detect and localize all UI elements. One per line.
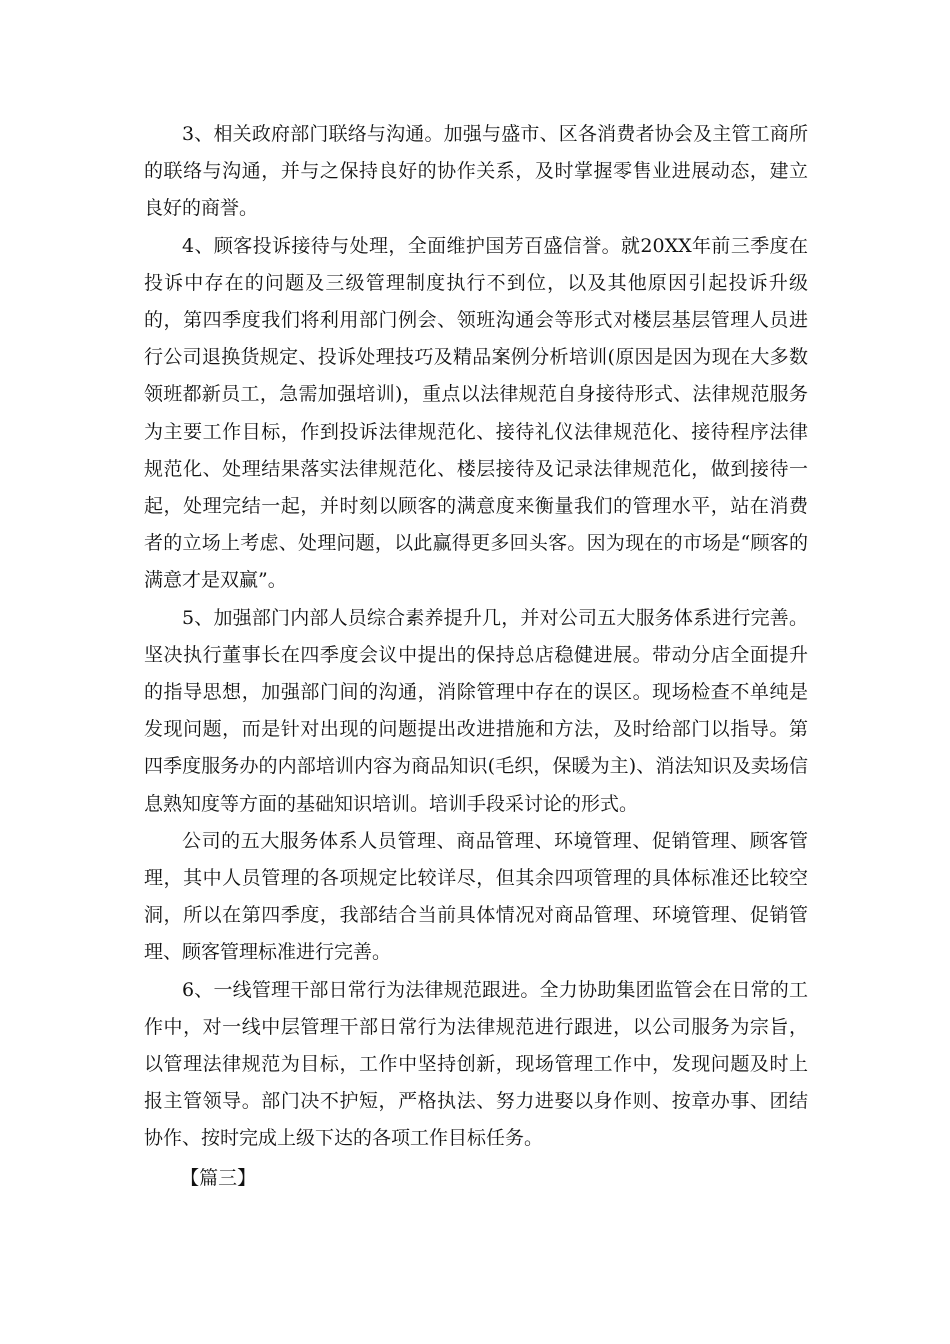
paragraph-complaint-handling: 4、顾客投诉接待与处理，全面维护国芳百盛信誉。就20XX年前三季度在投诉中存在的问题及三级管理制度执行不到位，以及其他原因引起投诉升级的，第四季度我们将利用部门例会、领班沟通会等形式对楼层基层管理人员进行公司退换货规定、投诉处理技巧及精品案例分析培训(原因是因为现在大多数领班都新员工，急需加强培训)，重点以法律规范自身接待形式、法律规范服务为主要工作目标，作到投诉法律规范化、接待礼仪法律规范化、接待程序法律规范化、处理结果落实法律规范化、楼层接待及记录法律规范化，做到接待一起，处理完结一起，并时刻以顾客的满意度来衡量我们的管理水平，站在消费者的立场上考虑、处理问题，以此赢得更多回头客。因为现在的市场是“顾客的满意才是双赢”。 — [144, 234, 808, 592]
paragraph-management-followup: 6、一线管理干部日常行为法律规范跟进。全力协助集团监管会在日常的工作中，对一线中层管理干部日常行为法律规范进行跟进，以公司服务为宗旨，以管理法律规范为目标，工作中坚持创新，现场管理工作中，发现问题及时上报主管领导。部门决不护短，严格执法、努力进娶以身作则、按章办事、团结协作、按时完成上级下达的各项工作目标任务。 — [144, 978, 808, 1150]
document-body — [144, 116, 808, 1197]
paragraph-staff-training: 5、加强部门内部人员综合素养提升几，并对公司五大服务体系进行完善。坚决执行董事长在四季度会议中提出的保持总店稳健进展。带动分店全面提升的指导思想，加强部门间的沟通，消除管理中存在的误区。现场检查不单纯是发现问题，而是针对出现的问题提出改进措施和方法，及时给部门以指导。第四季度服务办的内部培训内容为商品知识(毛织，保暖为主)、消法知识及卖场信息熟知度等方面的基础知识培训。培训手段采讨论的形式。 — [144, 606, 808, 815]
paragraph-service-system: 公司的五大服务体系人员管理、商品管理、环境管理、促销管理、顾客管理，其中人员管理的各项规定比较详尽，但其余四项管理的具体标准还比较空洞，所以在第四季度，我部结合当前具体情况对商品管理、环境管理、促销管理、顾客管理标准进行完善。 — [144, 829, 808, 964]
paragraph-government-liaison: 3、相关政府部门联络与沟通。加强与盛市、区各消费者协会及主管工商所的联络与沟通，并与之保持良好的协作关系，及时掌握零售业进展动态，建立良好的商誉。 — [144, 123, 808, 220]
section-heading: 【篇三】 — [180, 1166, 257, 1189]
